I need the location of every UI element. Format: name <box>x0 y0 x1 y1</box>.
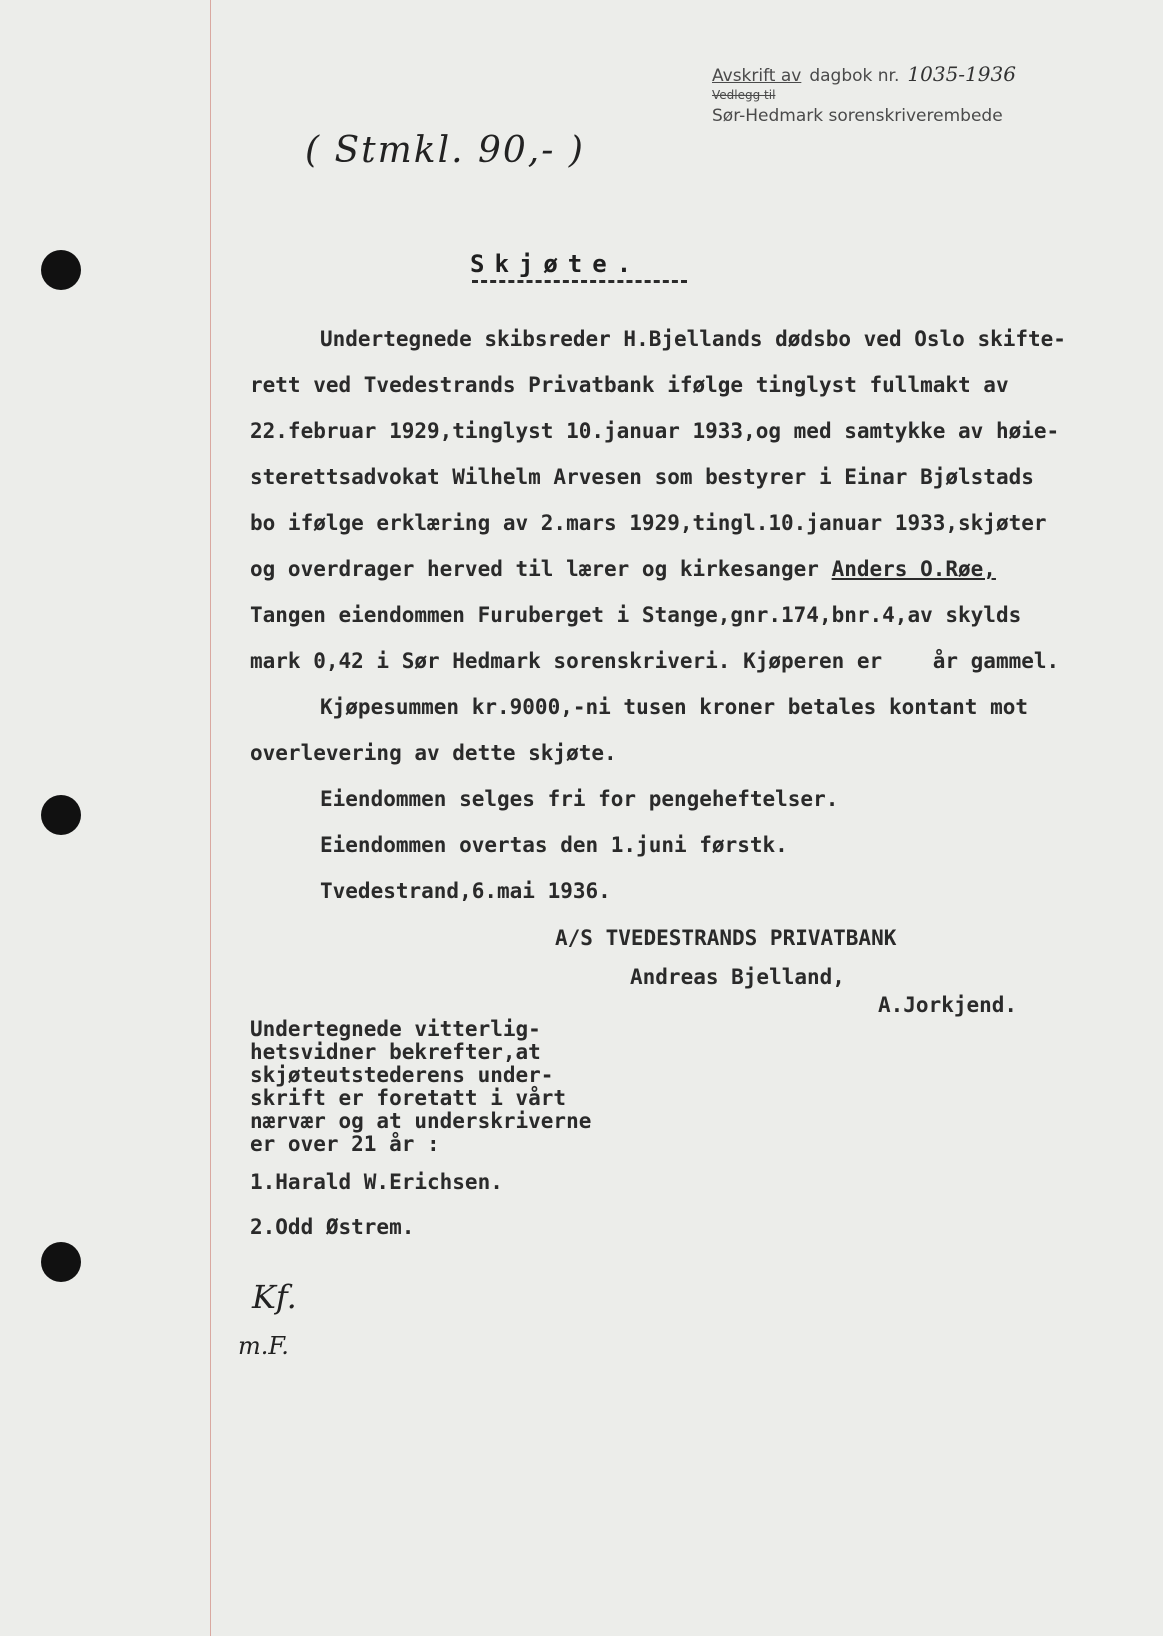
clause-line: Kjøpesummen kr.9000,-ni tusen kroner betales kontant mot <box>320 695 1029 719</box>
body-line: Undertegnede skibsreder H.Bjellands dødsbo ved Oslo skifte- <box>320 327 1066 351</box>
body-line: sterettsadvokat Wilhelm Arvesen som bestyrer i Einar Bjølstads <box>250 465 1034 489</box>
body-line-buyer <box>250 546 1130 592</box>
buyer-name: Anders O.Røe, <box>831 557 996 581</box>
body-line-text: og overdrager herved til lærer og kirkesanger <box>250 557 832 581</box>
signature-signer-1: Andreas Bjelland, <box>630 965 845 989</box>
body-line: bo ifølge erklæring av 2.mars 1929,tingl.10.januar 1933,skjøter <box>250 511 1047 535</box>
witness-line: skjøteutstederens under- <box>250 1063 554 1087</box>
title-underline <box>472 280 687 283</box>
witness-line: er over 21 år : <box>250 1132 440 1156</box>
body-line: mark 0,42 i Sør Hedmark sorenskriveri. Kjøperen er år gammel. <box>250 649 1060 673</box>
witness-2: 2.Odd Østrem. <box>250 1215 415 1239</box>
witness-line: hetsvidner bekrefter,at <box>250 1040 541 1064</box>
body-line: 22.februar 1929,tinglyst 10.januar 1933,og med samtykke av høie- <box>250 419 1060 443</box>
witness-line: skrift er foretatt i vårt <box>250 1086 567 1110</box>
deed-body <box>250 316 1130 914</box>
clause-line: Eiendommen overtas den 1.juni førstk. <box>320 833 788 857</box>
body-line: rett ved Tvedestrands Privatbank ifølge tinglyst fullmakt av <box>250 373 1009 397</box>
witness-line: nærvær og at underskriverne <box>250 1109 592 1133</box>
place-date: Tvedestrand,6.mai 1936. <box>320 879 611 903</box>
document-title: Skjøte. <box>470 250 642 278</box>
stamp-dagbok-number: 1035-1936 <box>907 62 1016 86</box>
margin-rule <box>210 0 211 1636</box>
signature-company: A/S TVEDESTRANDS PRIVATBANK <box>555 926 897 950</box>
stamp-struck-text: Vedlegg til <box>712 88 776 102</box>
body-line: Tangen eiendommen Furuberget i Stange,gnr.174,bnr.4,av skylds <box>250 603 1022 627</box>
witness-1: 1.Harald W.Erichsen. <box>250 1170 503 1194</box>
punch-hole-middle <box>41 795 81 835</box>
stamp-duty-note: ( Stmkl. 90,- ) <box>305 130 585 171</box>
clause-line: overlevering av dette skjøte. <box>250 741 617 765</box>
stamp-dagbok: dagbok nr. <box>809 66 900 86</box>
signature-signer-2: A.Jorkjend. <box>878 993 1018 1017</box>
punch-hole-bottom <box>41 1242 81 1282</box>
archive-stamp <box>712 62 1052 126</box>
punch-hole-top <box>41 250 81 290</box>
initials-2: m.F. <box>238 1332 289 1360</box>
clause-line: Eiendommen selges fri for pengeheftelser. <box>320 787 839 811</box>
witness-line: Undertegnede vitterlig- <box>250 1017 541 1041</box>
stamp-office: Sør-Hedmark sorenskriverembede <box>712 106 1003 126</box>
stamp-label: Avskrift av <box>712 66 802 86</box>
witness-statement <box>250 1018 670 1156</box>
initials-1: Kf. <box>252 1278 297 1316</box>
